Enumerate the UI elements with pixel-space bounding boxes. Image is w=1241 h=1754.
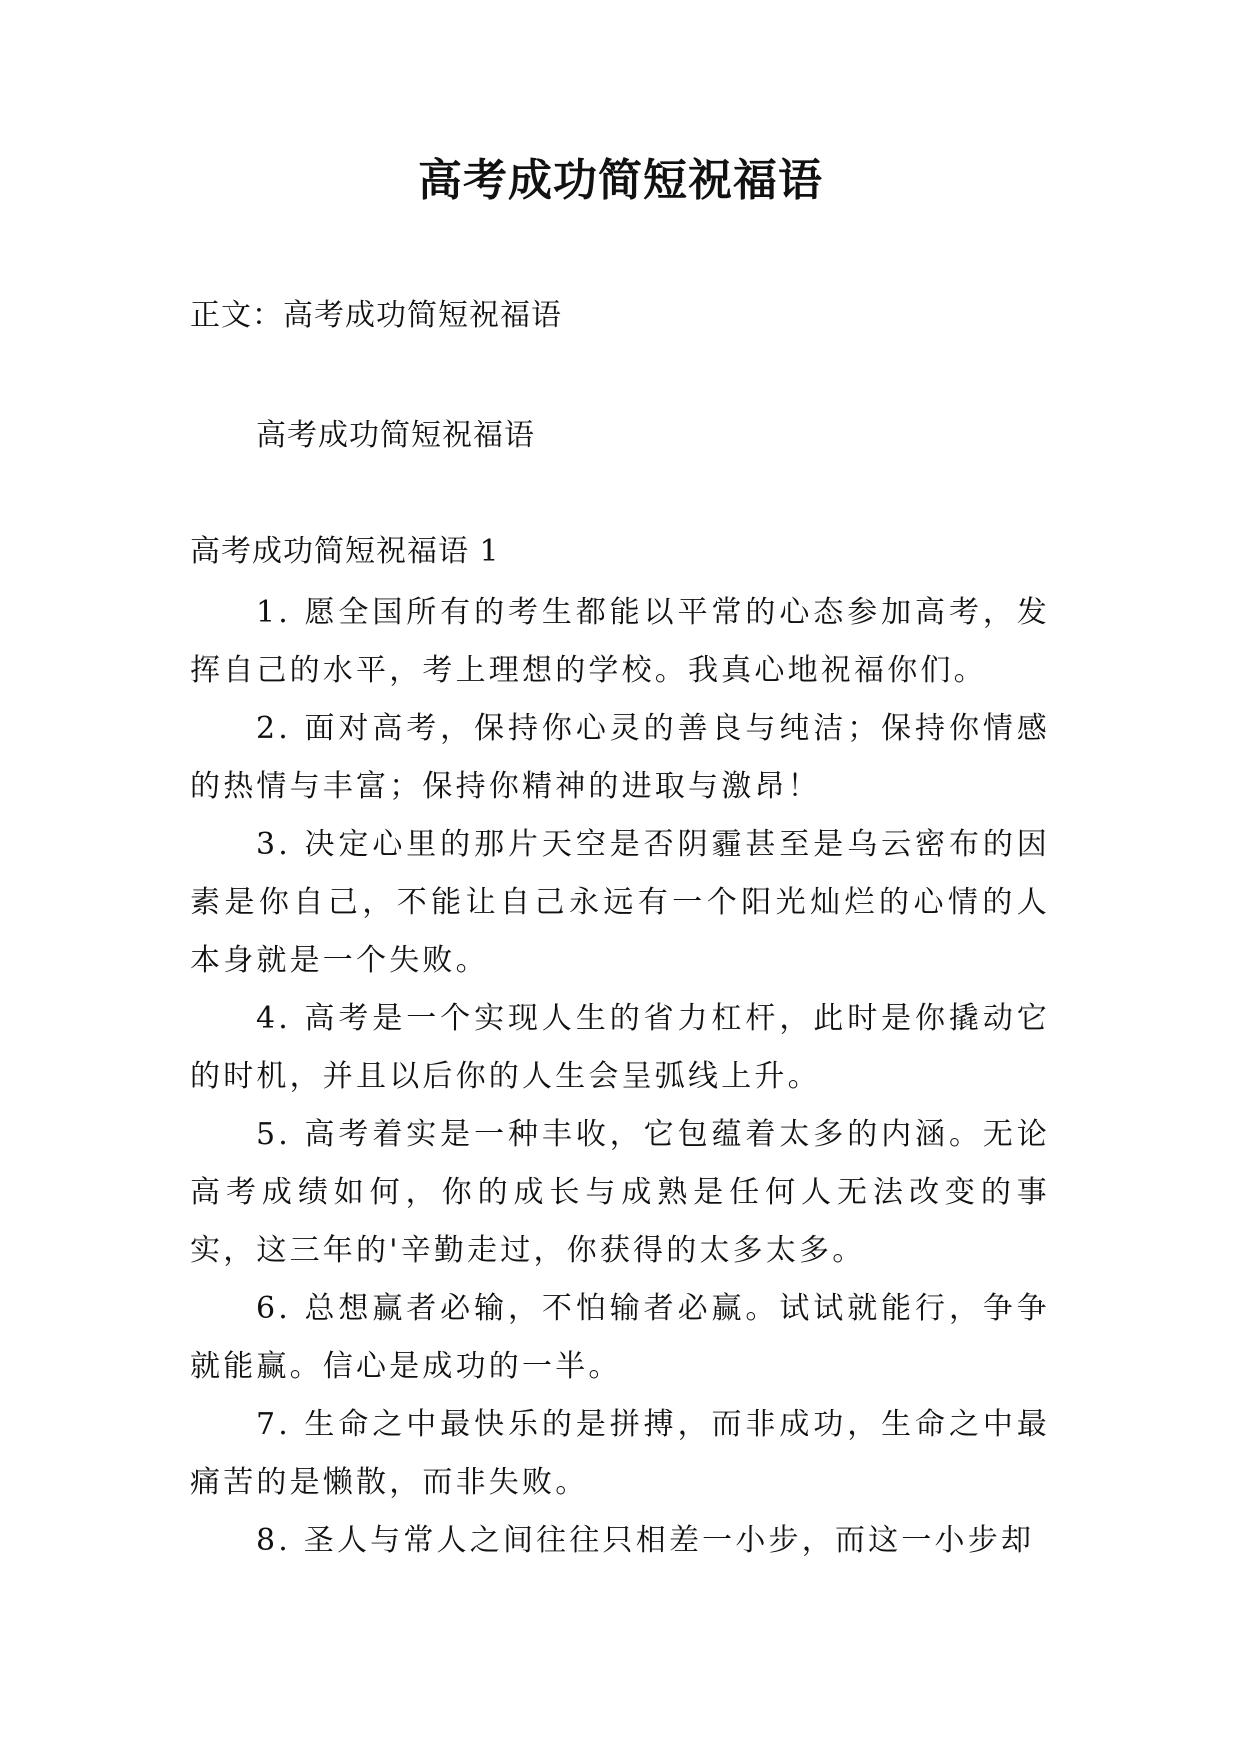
blessing-item-1: 1. 愿全国所有的考生都能以平常的心态参加高考，发挥自己的水平，考上理想的学校。我真心地祝福你们。 <box>190 595 1050 688</box>
blessing-item-5: 5. 高考着实是一种丰收，它包蕴着太多的内涵。无论高考成绩如何，你的成长与成熟是任何人无法改变的事实，这三年的'辛勤走过，你获得的太多太多。 <box>190 1117 1050 1268</box>
subtitle: 高考成功简短祝福语 <box>256 418 535 453</box>
blessing-list <box>190 584 1050 1570</box>
blessing-item-6: 6. 总想赢者必输，不怕输者必赢。试试就能行，争争就能赢。信心是成功的一半。 <box>190 1291 1050 1384</box>
document-title: 高考成功简短祝福语 <box>418 155 823 206</box>
blessing-item-8: 8. 圣人与常人之间往往只相差一小步，而这一小步却 <box>256 1523 1035 1558</box>
section-heading: 高考成功简短祝福语 1 <box>190 534 500 569</box>
body-label-line: 正文：高考成功简短祝福语 <box>190 298 562 333</box>
blessing-item-4: 4. 高考是一个实现人生的省力杠杆，此时是你撬动它的时机，并且以后你的人生会呈弧线上升。 <box>190 1001 1050 1094</box>
blessing-item-2: 2. 面对高考，保持你心灵的善良与纯洁；保持你情感的热情与丰富；保持你精神的进取与激昂！ <box>190 711 1050 804</box>
blessing-item-7: 7. 生命之中最快乐的是拼搏，而非成功，生命之中最痛苦的是懒散，而非失败。 <box>190 1407 1050 1500</box>
blessing-item-3: 3. 决定心里的那片天空是否阴霾甚至是乌云密布的因素是你自己，不能让自己永远有一个阳光灿烂的心情的人本身就是一个失败。 <box>190 827 1050 978</box>
